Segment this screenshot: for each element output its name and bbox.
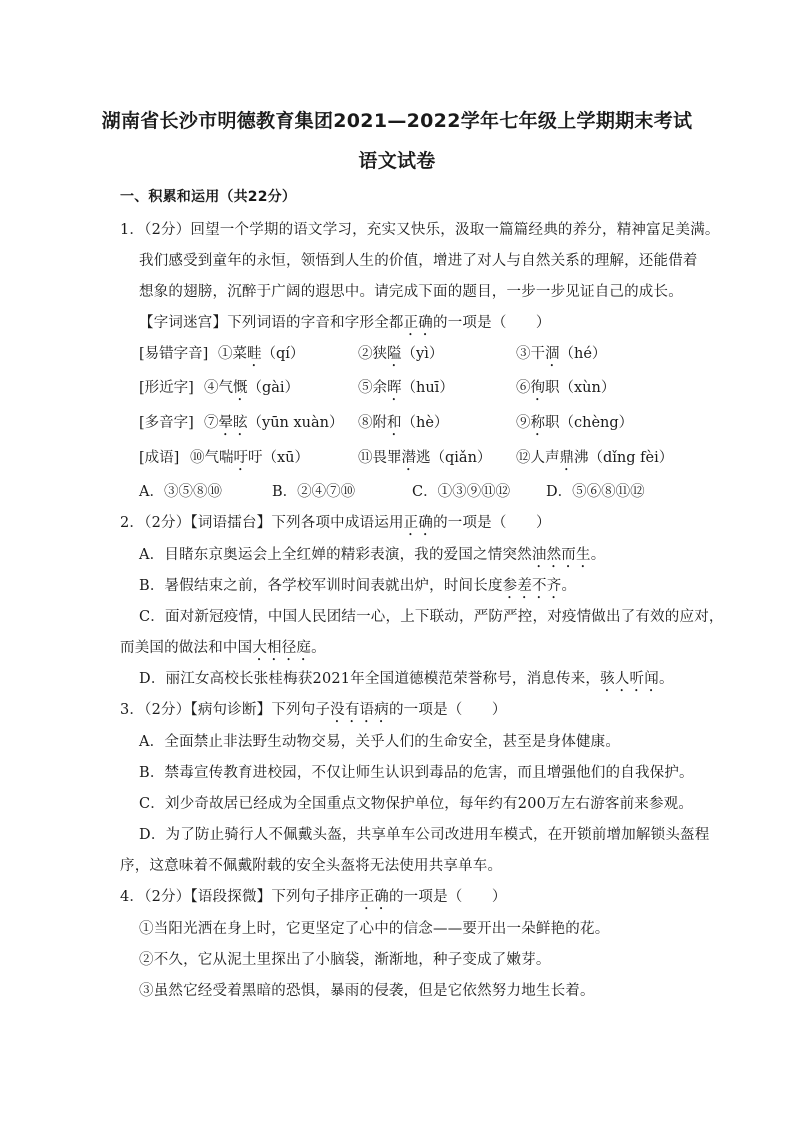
word-pinyin: （huī） bbox=[401, 380, 454, 396]
word-pinyin: 沸（dǐng fèi） bbox=[574, 450, 674, 466]
option-text: 而美国的做法和中国 bbox=[120, 640, 253, 656]
word-pinyin: （hè） bbox=[401, 415, 449, 431]
q1-stem-cont: 想象的翅膀，沉醉于广阔的遐思中。请完成下面的题目，一步一步见证自己的成长。 bbox=[139, 284, 683, 300]
word-text: ⑦ bbox=[204, 415, 219, 431]
word-item bbox=[516, 448, 673, 474]
word-row-label: [形近字] bbox=[139, 380, 194, 396]
emphasis-mark: 潜 bbox=[401, 450, 416, 466]
q1-prompt bbox=[139, 313, 551, 339]
word-item bbox=[218, 344, 304, 370]
q4-sentence-1: ①当阳光洒在身上时，它更坚定了心中的信念——要开出一朵鲜艳的花。 bbox=[139, 921, 610, 937]
emphasis-mark: 涸 bbox=[545, 346, 560, 362]
q3-option-b[interactable]: B．禁毒宣传教育进校园，不仅让师生认识到毒品的危害，而且增强他们的自我保护。 bbox=[139, 765, 694, 781]
q2-stem-text: 的一项是（ ） bbox=[433, 515, 551, 531]
word-text: ⑪畏罪 bbox=[358, 450, 402, 466]
word-pinyin: 职（xùn） bbox=[545, 380, 616, 396]
option-text: A．目睹东京奥运会上全红婵的精彩表演，我的爱国之情突然 bbox=[139, 547, 532, 563]
emphasis-mark: 称 bbox=[530, 415, 545, 431]
emphasis-mark: 慨 bbox=[233, 380, 248, 396]
q3-stem-text: 的一项是（ ） bbox=[388, 702, 507, 718]
word-text: ⑥ bbox=[516, 380, 531, 396]
emphasis-mark: 没有语病 bbox=[330, 702, 389, 718]
q3-option-d-cont: 序，这意味着不佩戴附载的安全头盔将无法使用共享单车。 bbox=[120, 858, 503, 874]
option-text: B．暑假结束之前，各学校军训时间表就出炉，时间长度 bbox=[139, 578, 503, 594]
word-item bbox=[190, 448, 309, 474]
q1-option-b[interactable]: B．②④⑦⑩ bbox=[272, 484, 356, 500]
q1-option-c[interactable]: C．①③⑨⑪⑫ bbox=[412, 484, 511, 500]
option-text: 。 bbox=[590, 547, 606, 563]
q3-option-c[interactable]: C．刘少奇故居已经成为全国重点文物保护单位，每年约有200万左右游客前来参观。 bbox=[139, 796, 694, 812]
word-item bbox=[358, 344, 443, 370]
emphasis-mark: 参差不齐 bbox=[502, 578, 562, 594]
q4-stem-text: 4．（2分）【语段探微】下列句子排序 bbox=[120, 889, 360, 905]
word-text: ⑫人声 bbox=[516, 450, 560, 466]
word-text: ⑤余 bbox=[358, 380, 387, 396]
word-row-label: [易错字音] bbox=[139, 346, 209, 362]
option-text: 。 bbox=[658, 671, 674, 687]
word-pinyin: 逃（qiǎn） bbox=[416, 450, 492, 466]
q1-stem: 1．（2分）回望一个学期的语文学习，充实又快乐，汲取一篇篇经典的养分，精神富足美满。 bbox=[120, 222, 720, 238]
q2-stem-text: 2．（2分）【词语擂台】下列各项中成语运用 bbox=[120, 515, 404, 531]
emphasis-mark: 正确 bbox=[403, 515, 434, 531]
emphasis-mark: 晕眩 bbox=[218, 415, 248, 431]
q2-option-c[interactable]: C．面对新冠疫情，中国人民团结一心，上下联动，严防严控，对疫情做出了有效的应对， bbox=[139, 609, 724, 625]
q4-stem-text: 的一项是（ ） bbox=[388, 889, 507, 905]
q3-stem-text: 3．（2分）【病句诊断】下列句子 bbox=[120, 702, 331, 718]
emphasis-mark: 大相径庭 bbox=[252, 640, 312, 656]
word-text: ⑩气喘 bbox=[190, 450, 234, 466]
emphasis-mark: 鼎 bbox=[559, 450, 574, 466]
q3-option-d[interactable]: D．为了防止骑行人不佩戴头盔，共享单车公司改进用车模式，在开锁前增加解锁头盔程 bbox=[139, 827, 710, 843]
emphasis-mark: 徇 bbox=[530, 380, 545, 396]
word-item bbox=[358, 413, 448, 439]
emphasis-mark: 正确 bbox=[403, 315, 434, 331]
emphasis-mark: 晖 bbox=[387, 380, 402, 396]
word-item bbox=[204, 413, 343, 439]
word-item bbox=[516, 413, 633, 439]
q4-sentence-3: ③虽然它经受着黑暗的恐惧，暴雨的侵袭，但是它依然努力地生长着。 bbox=[139, 983, 595, 999]
q2-option-d[interactable] bbox=[139, 669, 674, 695]
option-text: 。 bbox=[311, 640, 326, 656]
emphasis-mark: 骇人听闻 bbox=[600, 671, 659, 687]
section-heading: 一、积累和运用（共22分） bbox=[120, 189, 297, 205]
q2-option-a[interactable] bbox=[139, 545, 605, 571]
word-item bbox=[358, 378, 454, 404]
word-row-label: [成语] bbox=[139, 450, 180, 466]
q1-prompt-text: 【字词迷宫】下列词语的字音和字形全都 bbox=[139, 315, 404, 331]
emphasis-mark: 隘 bbox=[387, 346, 402, 362]
q4-sentence-2: ②不久，它从泥土里探出了小脑袋，渐渐地，种子变成了嫩芽。 bbox=[139, 952, 551, 968]
word-pinyin: 吁（xū） bbox=[248, 450, 310, 466]
word-pinyin: （hé） bbox=[559, 346, 607, 362]
emphasis-mark: 正确 bbox=[359, 889, 389, 905]
emphasis-mark: 畦 bbox=[247, 346, 262, 362]
word-pinyin: （qí） bbox=[261, 346, 305, 362]
word-item bbox=[358, 448, 491, 474]
emphasis-mark: 和 bbox=[387, 415, 402, 431]
word-text: ①菜 bbox=[218, 346, 247, 362]
word-pinyin: （gài） bbox=[247, 380, 300, 396]
emphasis-mark: 油然而生 bbox=[531, 547, 591, 563]
emphasis-mark: 吁 bbox=[233, 450, 248, 466]
word-text: ④气 bbox=[204, 380, 233, 396]
word-pinyin: （yūn xuàn） bbox=[247, 415, 344, 431]
exam-subtitle: 语文试卷 bbox=[358, 150, 436, 172]
q1-option-d[interactable]: D．⑤⑥⑧⑪⑫ bbox=[546, 484, 645, 500]
word-pinyin: 职（chèng） bbox=[545, 415, 634, 431]
q1-stem-cont: 我们感受到童年的永恒，领悟到人生的价值，增进了对人与自然关系的理解，还能借着 bbox=[139, 253, 698, 269]
word-item bbox=[516, 344, 606, 370]
exam-title: 湖南省长沙市明德教育集团2021—2022学年七年级上学期期末考试 bbox=[101, 110, 693, 132]
option-text: D．丽江女高校长张桂梅获2021年全国道德模范荣誉称号，消息传来， bbox=[139, 671, 601, 687]
q1-prompt-text: 的一项是（ ） bbox=[433, 315, 551, 331]
word-text: ②狭 bbox=[358, 346, 387, 362]
word-item bbox=[204, 378, 299, 404]
word-pinyin: （yì） bbox=[401, 346, 444, 362]
q3-stem bbox=[120, 700, 507, 726]
option-text: 。 bbox=[561, 578, 577, 594]
word-text: ⑨ bbox=[516, 415, 531, 431]
word-row-label: [多音字] bbox=[139, 415, 194, 431]
word-text: ⑧附 bbox=[358, 415, 387, 431]
q3-option-a[interactable]: A．全面禁止非法野生动物交易，关乎人们的生命安全，甚至是身体健康。 bbox=[139, 734, 621, 750]
q2-option-b[interactable] bbox=[139, 576, 576, 602]
q2-option-c-cont bbox=[120, 638, 326, 664]
word-text: ③干 bbox=[516, 346, 545, 362]
q2-stem bbox=[120, 513, 551, 539]
word-item bbox=[516, 378, 615, 404]
q4-stem bbox=[120, 887, 507, 913]
q1-option-a[interactable]: A．③⑤⑧⑩ bbox=[139, 484, 222, 500]
